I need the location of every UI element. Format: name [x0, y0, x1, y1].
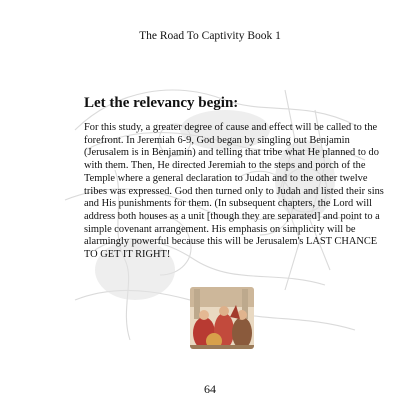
body-line: alarmingly powerful because this will be Jerusalem's LAST CHANCE — [84, 236, 378, 248]
body-line: (Jerusalem is in Benjamin) and telling that tribe what He planned to do — [84, 147, 379, 159]
body-line: with them. Then, He directed Jeremiah to the steps and porch of the — [84, 160, 366, 172]
body-paragraph — [84, 122, 384, 262]
body-line: tribes was expressed. God then turned only to Judah and listed their sins — [84, 185, 384, 197]
section-heading: Let the relevancy begin: — [84, 95, 239, 111]
body-line: address both houses as a unit [though they are separated] and point to a — [84, 210, 380, 222]
inset-painting-image — [190, 287, 254, 349]
body-line: and His punishments for them. (In subsequent chapters, the Lord will — [84, 198, 372, 210]
body-line: For this study, a greater degree of cause and effect will be called to the — [84, 122, 378, 133]
body-line: simple covenant arrangement. His emphasis on simplicity will be — [84, 223, 356, 235]
body-line: Temple where a general declaration to Judah and to the other twelve — [84, 172, 368, 184]
body-line: TO GET IT RIGHT! — [84, 249, 171, 261]
body-line: forefront. In Jeremiah 6-9, God began by singling out Benjamin — [84, 134, 350, 146]
page-number: 64 — [204, 382, 216, 396]
running-header-title: The Road To Captivity Book 1 — [139, 30, 281, 42]
